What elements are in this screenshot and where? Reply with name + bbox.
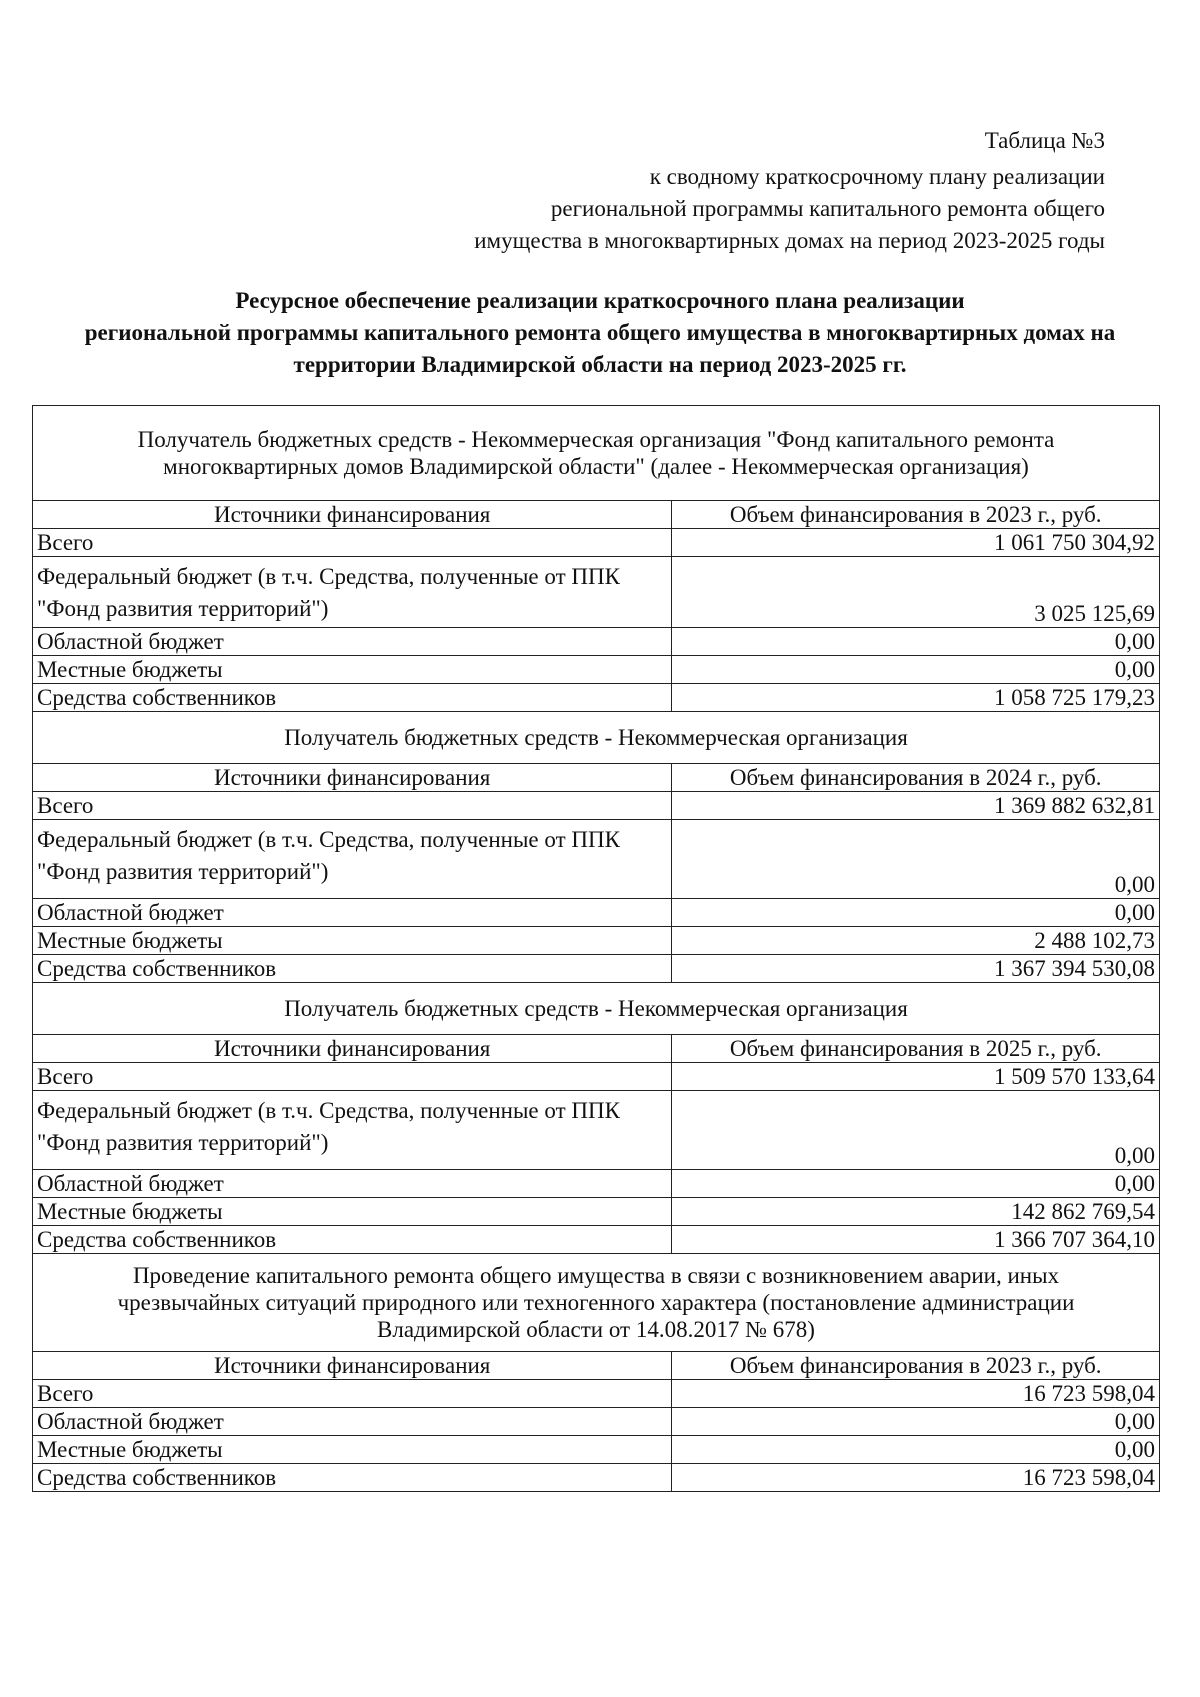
title-line: Ресурсное обеспечение реализации краткосрочного плана реализации (235, 288, 965, 313)
source-label-line: "Фонд развития территорий") (37, 1130, 329, 1155)
column-header-volume: Объем финансирования в 2023 г., руб. (672, 1352, 1160, 1380)
source-label-line: Местные бюджеты (37, 928, 223, 953)
funding-value: 142 862 769,54 (672, 1198, 1160, 1226)
appendix-line: к сводному краткосрочному плану реализации (649, 164, 1105, 189)
source-label-line: Средства собственников (37, 956, 277, 981)
table-row (33, 1380, 1160, 1408)
funding-value: 0,00 (672, 628, 1160, 656)
table-row (33, 820, 1160, 899)
section-header-row (33, 983, 1160, 1035)
source-label-line: Всего (37, 793, 94, 818)
source-label (33, 955, 672, 983)
source-label (33, 820, 672, 899)
source-label-line: Областной бюджет (37, 1171, 224, 1196)
column-header-source: Источники финансирования (33, 501, 672, 529)
source-label (33, 1464, 672, 1492)
section-header-line: Получатель бюджетных средств - Некоммерческая организация (284, 725, 908, 750)
source-label (33, 1091, 672, 1170)
source-label-line: Средства собственников (37, 685, 277, 710)
column-header-source: Источники финансирования (33, 1035, 672, 1063)
source-label (33, 557, 672, 628)
section-header-line: чрезвычайных ситуаций природного или техногенного характера (постановление администрации (117, 1290, 1075, 1315)
column-header-row (33, 1035, 1160, 1063)
table-row (33, 1226, 1160, 1254)
source-label-line: Федеральный бюджет (в т.ч. Средства, полученные от ППК (37, 564, 620, 589)
source-label-line: Средства собственников (37, 1227, 277, 1252)
source-label-line: Местные бюджеты (37, 1437, 223, 1462)
funding-value: 1 366 707 364,10 (672, 1226, 1160, 1254)
section-header-line: многоквартирных домов Владимирской области" (далее - Некоммерческая организация) (163, 454, 1029, 479)
section-header-row (33, 1254, 1160, 1352)
funding-value: 0,00 (672, 1436, 1160, 1464)
section-header (33, 712, 1160, 764)
table-number: Таблица №3 (984, 128, 1105, 153)
table-row (33, 1408, 1160, 1436)
document-title (40, 285, 1160, 381)
funding-value: 1 367 394 530,08 (672, 955, 1160, 983)
column-header-row (33, 764, 1160, 792)
table-row (33, 529, 1160, 557)
source-label-line: "Фонд развития территорий") (37, 596, 329, 621)
funding-value: 16 723 598,04 (672, 1464, 1160, 1492)
funding-value: 0,00 (672, 1408, 1160, 1436)
source-label-line: "Фонд развития территорий") (37, 859, 329, 884)
column-header-volume: Объем финансирования в 2024 г., руб. (672, 764, 1160, 792)
table-row (33, 628, 1160, 656)
table-row (33, 1170, 1160, 1198)
source-label-line: Всего (37, 1381, 94, 1406)
table-row (33, 955, 1160, 983)
source-label-line: Местные бюджеты (37, 657, 223, 682)
section-header-line: Получатель бюджетных средств - Некоммерческая организация (284, 996, 908, 1021)
title-line: территории Владимирской области на период 2023-2025 гг. (293, 352, 907, 377)
table-row (33, 1063, 1160, 1091)
table-row (33, 792, 1160, 820)
source-label-line: Всего (37, 530, 94, 555)
source-label-line: Областной бюджет (37, 629, 224, 654)
section-header (33, 983, 1160, 1035)
appendix-line: имущества в многоквартирных домах на период 2023-2025 годы (474, 228, 1105, 253)
table-row (33, 1464, 1160, 1492)
section-header (33, 1254, 1160, 1352)
funding-value: 0,00 (672, 1170, 1160, 1198)
source-label-line: Федеральный бюджет (в т.ч. Средства, полученные от ППК (37, 1098, 620, 1123)
title-line: региональной программы капитального ремонта общего имущества в многоквартирных домах на (84, 320, 1116, 345)
section-header-line: Получатель бюджетных средств - Некоммерческая организация "Фонд капитального ремонта (137, 427, 1055, 452)
source-label (33, 1226, 672, 1254)
funding-value: 0,00 (672, 656, 1160, 684)
funding-value: 16 723 598,04 (672, 1380, 1160, 1408)
funding-value: 3 025 125,69 (672, 557, 1160, 628)
table-row (33, 557, 1160, 628)
source-label (33, 1063, 672, 1091)
table-row (33, 899, 1160, 927)
table-row (33, 1436, 1160, 1464)
column-header-source: Источники финансирования (33, 1352, 672, 1380)
source-label (33, 529, 672, 557)
source-label (33, 927, 672, 955)
table-row (33, 1198, 1160, 1226)
funding-table (32, 405, 1160, 1492)
section-header-row (33, 712, 1160, 764)
section-header-row (33, 406, 1160, 501)
funding-value: 1 509 570 133,64 (672, 1063, 1160, 1091)
column-header-volume: Объем финансирования в 2025 г., руб. (672, 1035, 1160, 1063)
column-header-volume: Объем финансирования в 2023 г., руб. (672, 501, 1160, 529)
source-label-line: Местные бюджеты (37, 1199, 223, 1224)
section-header-line: Владимирской области от 14.08.2017 № 678) (377, 1317, 815, 1342)
source-label (33, 792, 672, 820)
source-label (33, 1170, 672, 1198)
source-label (33, 899, 672, 927)
table-row (33, 927, 1160, 955)
funding-value: 2 488 102,73 (672, 927, 1160, 955)
funding-value: 0,00 (672, 820, 1160, 899)
table-row (33, 684, 1160, 712)
source-label-line: Областной бюджет (37, 900, 224, 925)
source-label (33, 1198, 672, 1226)
source-label (33, 628, 672, 656)
source-label-line: Средства собственников (37, 1465, 277, 1490)
section-header (33, 406, 1160, 501)
appendix-line: региональной программы капитального ремонта общего (550, 196, 1105, 221)
source-label (33, 1436, 672, 1464)
source-label (33, 656, 672, 684)
source-label (33, 684, 672, 712)
source-label-line: Федеральный бюджет (в т.ч. Средства, полученные от ППК (37, 827, 620, 852)
funding-value: 0,00 (672, 899, 1160, 927)
column-header-row (33, 501, 1160, 529)
funding-value: 1 058 725 179,23 (672, 684, 1160, 712)
funding-value: 0,00 (672, 1091, 1160, 1170)
table-row (33, 1091, 1160, 1170)
funding-value: 1 369 882 632,81 (672, 792, 1160, 820)
column-header-source: Источники финансирования (33, 764, 672, 792)
source-label (33, 1380, 672, 1408)
funding-value: 1 061 750 304,92 (672, 529, 1160, 557)
source-label-line: Областной бюджет (37, 1409, 224, 1434)
source-label-line: Всего (37, 1064, 94, 1089)
appendix-block (474, 125, 1105, 257)
section-header-line: Проведение капитального ремонта общего имущества в связи с возникновением аварии, иных (132, 1263, 1060, 1288)
column-header-row (33, 1352, 1160, 1380)
source-label (33, 1408, 672, 1436)
table-row (33, 656, 1160, 684)
